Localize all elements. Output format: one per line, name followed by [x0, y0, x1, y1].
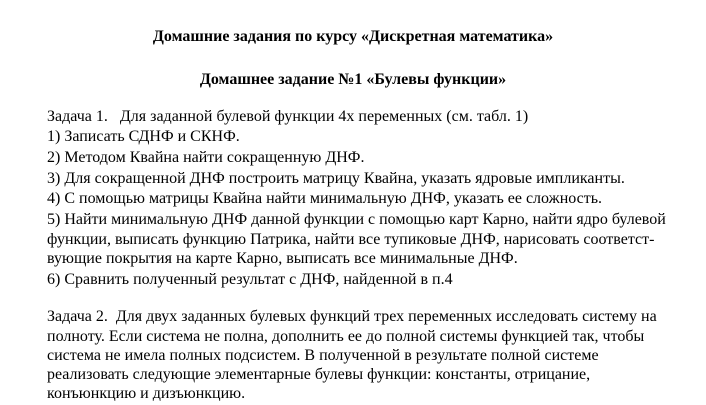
task-2-line: система не имела полных подсистем. В полученной в результате полной системе — [47, 347, 599, 364]
task-1-item-continuation: функции, выписать функцию Патрика, найти все тупиковые ДНФ, нарисовать соответст- — [47, 231, 655, 248]
task-1-item-continuation: вующие покрытия на карте Карно, выписать все минимальные ДНФ. — [47, 250, 518, 267]
task-2-line: Задача 2. Для двух заданных булевых функций трех переменных исследовать систему на — [47, 308, 657, 325]
task-1-item: 1) Записать СДНФ и СКНФ. — [47, 128, 240, 145]
task-1-item: 6) Сравнить полученный результат с ДНФ, найденной в п.4 — [47, 271, 453, 288]
assignment-title: Домашнее задание №1 «Булевы функции» — [199, 71, 507, 88]
task-1-item: 4) С помощью матрицы Квайна найти минимальную ДНФ, указать ее сложность. — [47, 190, 603, 207]
task-1-item: 2) Методом Квайна найти сокращенную ДНФ. — [47, 149, 365, 166]
task-1-item: 3) Для сокращенной ДНФ построить матрицу Квайна, указать ядровые импликанты. — [47, 170, 625, 187]
task-2-line: полноту. Если система не полна, дополнить ее до полной системы функцией так, чтобы — [47, 328, 645, 345]
task-2-line: реализовать следующие элементарные булевы функции: константы, отрицание, — [47, 366, 591, 383]
task-2-line: конъюнкцию и дизъюнкцию. — [47, 385, 246, 402]
task-1-intro: Задача 1. Для заданной булевой функции 4х переменных (см. табл. 1) — [47, 108, 529, 125]
task-1-item: 5) Найти минимальную ДНФ данной функции с помощью карт Карно, найти ядро булевой — [47, 211, 666, 228]
course-title: Домашние задания по курсу «Дискретная математика» — [152, 28, 554, 45]
